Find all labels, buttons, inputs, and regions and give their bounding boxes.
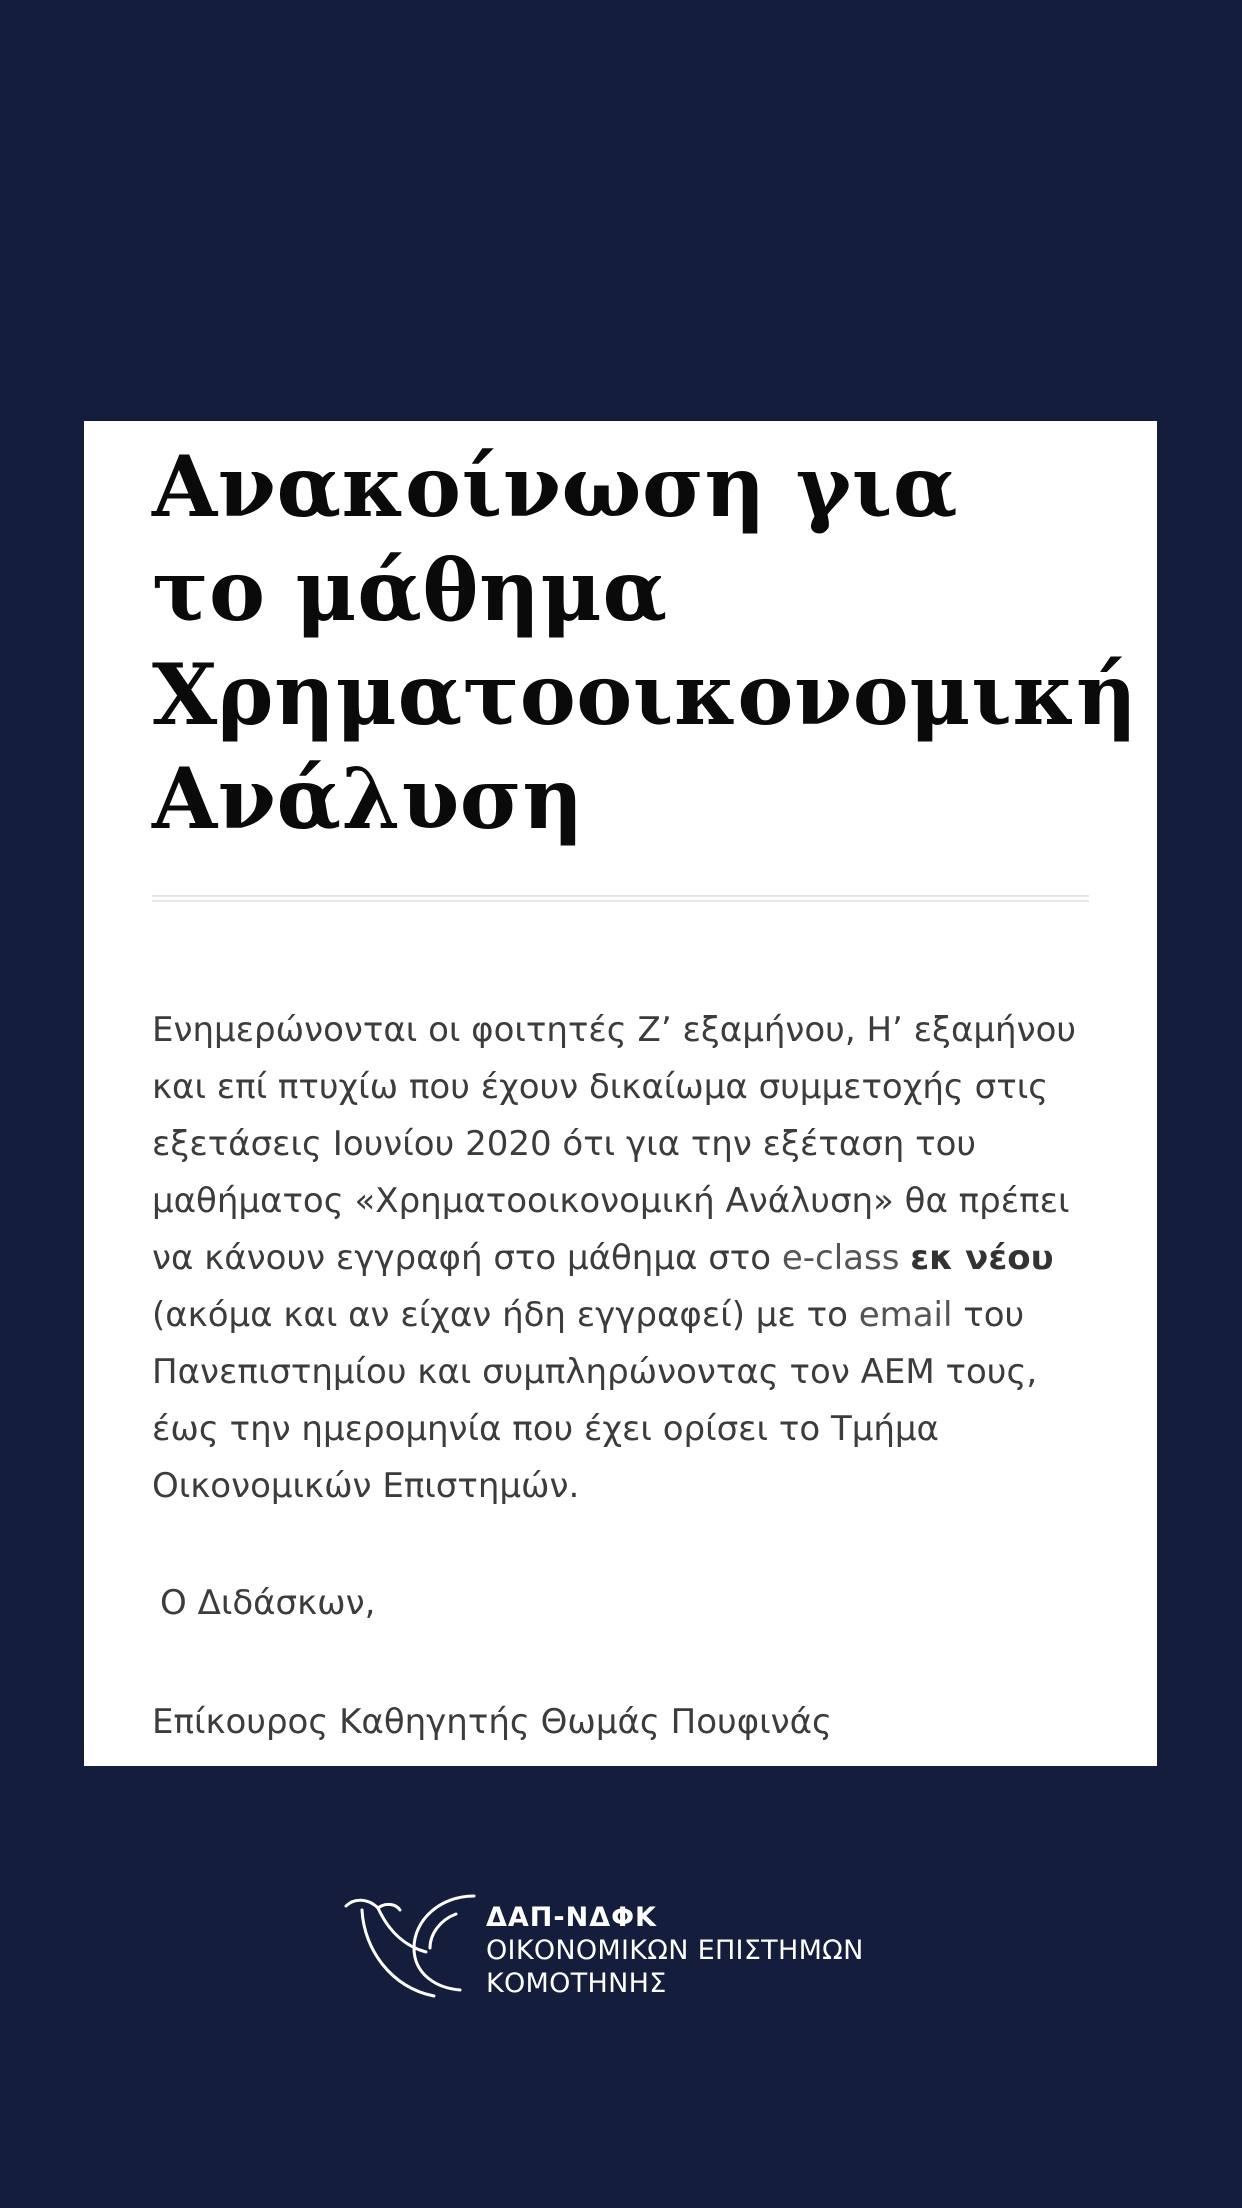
announcement-title: Ανακοίνωση για το μάθημα Χρηματοοικονομική Ανάλυση: [152, 437, 1138, 848]
body-text-part2: (ακόμα και αν είχαν ήδη εγγραφεί) με το: [152, 1295, 859, 1335]
announcement-card: [84, 421, 1157, 1766]
body-text-part1: Ενημερώνονται οι φοιτητές Ζ’ εξαμήνου, Η’ εξαμήνου και επί πτυχίω που έχουν δικαίωμα συμμετοχής στις εξετάσεις Ιουνίου 2020 ότι για την εξέταση του μαθήματος «Χρηματοοικονομική Ανάλυση» θα πρέπει να κάνουν εγγραφή στο μάθημα στο: [152, 1010, 1077, 1278]
bold-text: εκ νέου: [910, 1238, 1054, 1278]
logo-line-1: ΟΙΚΟΝΟΜΙΚΩΝ ΕΠΙΣΤΗΜΩΝ: [486, 1935, 864, 1966]
email-text: email: [858, 1295, 953, 1335]
eclass-text: e-class: [781, 1238, 900, 1278]
dove-icon: [344, 1890, 484, 2010]
logo-text: [486, 1902, 864, 2000]
organization-logo: [344, 1890, 904, 2010]
title-divider: [152, 895, 1089, 902]
logo-name: ΔΑΠ-ΝΔΦΚ: [486, 1902, 657, 1933]
logo-line-2: ΚΟΜΟΤΗΝΗΣ: [486, 1968, 667, 1999]
signature-role: Ο Διδάσκων,: [160, 1583, 376, 1623]
announcement-body: [152, 1002, 1089, 1515]
signature-name: Επίκουρος Καθηγητής Θωμάς Πουφινάς: [152, 1702, 832, 1742]
body-text-part3: του Πανεπιστημίου και συμπληρώνοντας τον ΑΕΜ τους, έως την ημερομηνία που έχει ορίσει το Τμήμα Οικονομικών Επιστημών.: [152, 1295, 1038, 1506]
